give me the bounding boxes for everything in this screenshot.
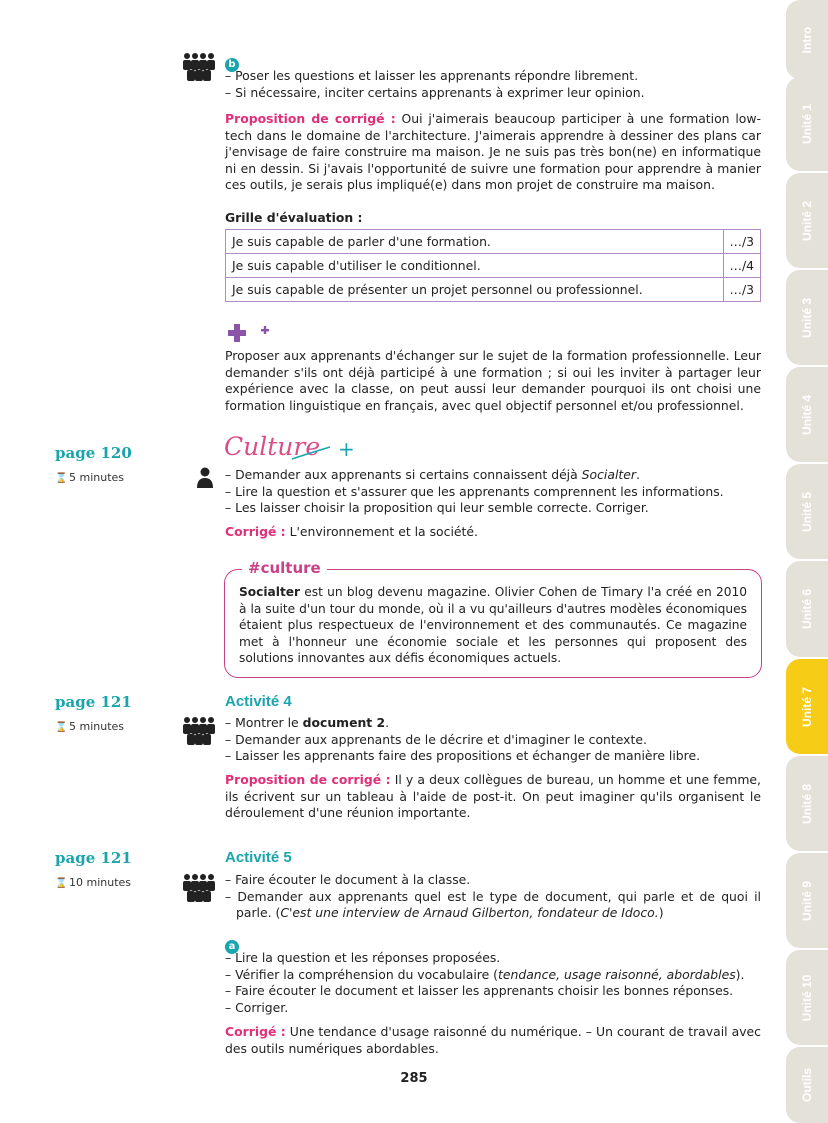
table-row <box>226 254 761 278</box>
grid-label: Je suis capable de parler d'une formation. <box>226 230 724 254</box>
activity-title: Activité 5 <box>225 849 292 866</box>
text-segment: ). <box>735 966 745 982</box>
table-row <box>226 278 761 302</box>
plus-section-text: Proposer aux apprenants d'échanger sur le sujet de la formation professionnelle. Leur demander s'ils ont déjà participé à une formation ; si oui les inviter à partager leur expérience avec la classe, on peut aussi leur demander pourquoi ils ont choisi une formation linguistique en français, avec quel objectif personnel et/ou professionnel. <box>225 348 761 413</box>
activity5-instructions <box>225 872 761 922</box>
culture-info-box <box>224 569 762 678</box>
group-icon <box>181 873 217 903</box>
unit-tab[interactable] <box>786 853 828 948</box>
unit-tab[interactable] <box>786 270 828 365</box>
unit-tab-label: Unité 9 <box>800 880 814 921</box>
section-b-badge: b <box>225 58 239 72</box>
unit-tab-label: Outils <box>800 1067 814 1103</box>
section-b-proposal <box>225 111 761 194</box>
evaluation-grid <box>225 229 761 302</box>
culture-instructions <box>225 467 765 517</box>
culture-corrige <box>225 524 478 541</box>
text-emphasis: tendance, usage raisonné, abordables <box>498 966 736 982</box>
activity-title: Activité 4 <box>225 693 292 710</box>
text-segment: ) <box>658 905 664 920</box>
activity5-corrige <box>225 1024 761 1057</box>
culture-title-text: Culture <box>224 432 321 461</box>
text-bold: document 2 <box>302 715 386 730</box>
unit-tab-label: Unité 6 <box>800 588 814 630</box>
text-segment: – Vérifier la compréhension du vocabulaire ( <box>225 966 499 982</box>
unit-tab[interactable] <box>786 367 828 462</box>
proposal-text: Il y a deux collègues de bureau, un homme et une femme, ils écrivent sur un tableau à l'aide de post-it. On peut imaginer qu'ils organisent le déroulement d'une réunion importante. <box>225 772 761 820</box>
instruction-line <box>225 715 765 732</box>
unit-tab[interactable] <box>786 173 828 268</box>
page-reference: page 121 <box>55 849 132 867</box>
text-emphasis: Socialter <box>581 467 636 482</box>
corrige-label: Corrigé : <box>225 1024 286 1039</box>
unit-tab[interactable] <box>786 659 828 754</box>
text-segment: . <box>635 467 640 482</box>
proposal-label: Proposition de corrigé : <box>225 772 391 787</box>
instruction-line: – Poser les questions et laisser les apprenants répondre librement. <box>225 68 639 83</box>
page-reference: page 121 <box>55 693 132 711</box>
unit-tab-label: Unité 1 <box>800 103 814 145</box>
instruction-line: – Si nécessaire, inciter certains apprenants à exprimer leur opinion. <box>225 84 645 100</box>
duration-text: 5 minutes <box>69 471 125 484</box>
unit-tab-label: Unité 5 <box>800 491 814 532</box>
culture-box-body: est un blog devenu magazine. Olivier Cohen de Timary l'a créé en 2010 à la suite d'un tour du monde, où il a vu qu'ailleurs d'autres modèles économiques étaient plus respectueux de l'environnement et des communautés. Ce magazine met à l'honneur une économie sociale et les personnes qui proposent des solutions innovantes aux défis économiques actuels. <box>239 585 747 665</box>
unit-tab-label: Unité 2 <box>800 200 814 241</box>
instruction-line: – Laisser les apprenants faire des propositions et échanger de manière libre. <box>225 748 701 763</box>
page-number: 285 <box>400 1071 428 1086</box>
corrige-label: Corrigé : <box>225 524 286 539</box>
grid-score: …/4 <box>723 254 760 278</box>
activity4-instructions <box>225 715 765 765</box>
section-a-badge: a <box>225 940 239 954</box>
unit-tab-label: Unité 10 <box>800 974 814 1021</box>
proposal-text: Oui j'aimerais beaucoup participer à une formation low-tech dans le domaine de l'architecture. J'aimerais apprendre à dessiner des plans car j'envisage de faire construire ma maison. Je ne suis pas très bon(ne) en informatique ni en dessin. Si j'avais l'opportunité de suivre une formation pour apprendre à manier ces outils, je serais plus impliqué(e) dans mon projet de construire ma maison. <box>225 111 761 192</box>
unit-tab[interactable] <box>786 756 828 851</box>
unit-tab-label: Intro <box>800 26 814 53</box>
grid-label: Je suis capable de présenter un projet personnel ou professionnel. <box>226 278 724 302</box>
person-icon <box>196 467 214 489</box>
hourglass-icon: ⌛ <box>55 722 68 733</box>
corrige-text: L'environnement et la société. <box>285 524 478 539</box>
proposal-label: Proposition de corrigé : <box>225 111 396 126</box>
instruction-line: – Demander aux apprenants de le décrire et d'imaginer le contexte. <box>225 731 647 747</box>
culture-box-text <box>239 584 747 667</box>
unit-tab[interactable] <box>786 77 828 171</box>
corrige-text: Une tendance d'usage raisonné du numérique. – Un courant de travail avec des outils numériques abordables. <box>225 1024 761 1056</box>
text-segment: – Demander aux apprenants quel est le type de document, qui parle et de quoi il parle. ( <box>225 888 761 920</box>
unit-tab[interactable] <box>786 464 828 559</box>
unit-tab-label: Unité 4 <box>800 394 814 435</box>
hourglass-icon: ⌛ <box>55 473 68 484</box>
unit-tab-label: Unité 8 <box>800 783 814 824</box>
plus-icon <box>228 323 274 345</box>
instruction-line <box>225 889 761 922</box>
instruction-line: – Corriger. <box>225 999 289 1015</box>
culture-box-bold: Socialter <box>239 585 301 599</box>
unit-tab[interactable] <box>786 950 828 1045</box>
unit-tab-label: Unité 7 <box>800 686 814 727</box>
culture-hashtag: #culture <box>242 559 327 577</box>
unit-tab-label: Unité 3 <box>800 297 814 338</box>
duration <box>55 471 124 484</box>
unit-tab[interactable] <box>786 561 828 657</box>
grid-label: Je suis capable d'utiliser le conditionnel. <box>226 254 724 278</box>
text-segment: – Montrer le <box>225 715 303 730</box>
text-emphasis: C'est une interview de Arnaud Gilberton, fondateur de Idoco. <box>280 905 659 920</box>
instruction-line: – Faire écouter le document à la classe. <box>225 872 471 887</box>
activity4-proposal <box>225 772 761 822</box>
group-icon <box>181 716 217 746</box>
instruction-line <box>225 967 765 984</box>
section-a-instructions <box>225 950 765 1016</box>
instruction-line: – Les laisser choisir la proposition qui leur semble correcte. Corriger. <box>225 500 649 515</box>
duration-text: 10 minutes <box>69 876 132 889</box>
text-segment: – Demander aux apprenants si certains connaissent déjà <box>225 467 582 482</box>
culture-plus: + <box>338 437 355 461</box>
duration <box>55 720 124 733</box>
text-segment: . <box>385 715 390 730</box>
grid-title: Grille d'évaluation : <box>225 210 363 225</box>
instruction-line: – Faire écouter le document et laisser les apprenants choisir les bonnes réponses. <box>225 983 734 998</box>
instruction-line: – Lire la question et s'assurer que les apprenants comprennent les informations. <box>225 483 724 499</box>
grid-score: …/3 <box>723 278 760 302</box>
page-reference: page 120 <box>55 444 132 462</box>
instruction-line <box>225 467 765 484</box>
table-row <box>226 230 761 254</box>
section-b-instructions <box>225 68 765 101</box>
grid-score: …/3 <box>723 230 760 254</box>
hourglass-icon: ⌛ <box>55 878 68 889</box>
duration <box>55 876 131 889</box>
instruction-line: – Lire la question et les réponses proposées. <box>225 950 501 965</box>
duration-text: 5 minutes <box>69 720 125 733</box>
group-icon <box>181 52 217 82</box>
unit-tab[interactable] <box>786 0 828 79</box>
